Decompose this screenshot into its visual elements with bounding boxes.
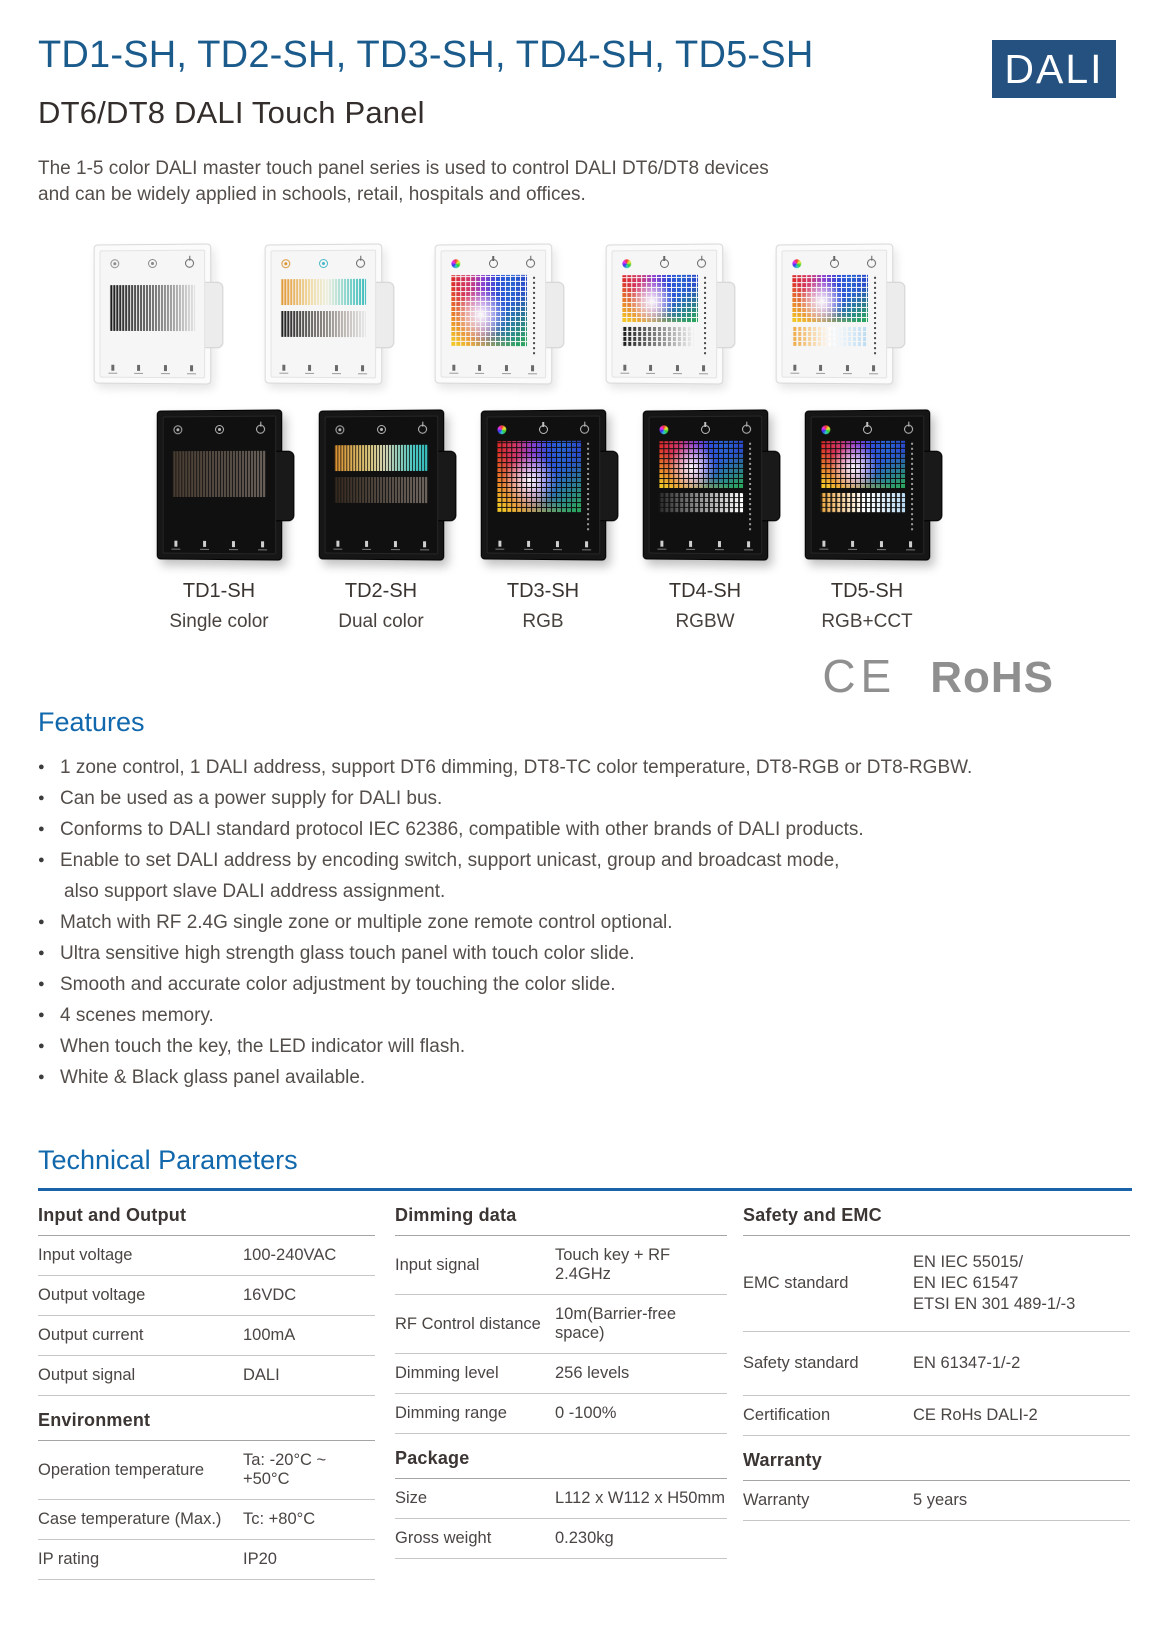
table-row	[395, 1519, 727, 1559]
row-label: Operation temperature	[38, 1460, 205, 1479]
panel-black-td1	[157, 409, 283, 560]
scene-key-icon	[505, 365, 508, 371]
row-value: 10m(Barrier-free space)	[555, 1305, 677, 1342]
scene-key-icon	[531, 365, 534, 371]
table-row	[395, 1394, 727, 1434]
panel-black-td4	[643, 409, 769, 560]
panel-white-td1	[94, 243, 212, 384]
cct-grid	[791, 327, 868, 347]
row-label: Case temperature (Max.)	[38, 1510, 222, 1528]
technical-parameters-heading: Technical Parameters	[38, 1145, 298, 1175]
row-value: 16VDC	[243, 1286, 297, 1304]
product-model: TD5-SH	[830, 580, 904, 602]
rgb-color-grid	[496, 441, 581, 513]
product-cell-td3	[462, 410, 624, 633]
cool-dim-icon	[318, 258, 327, 267]
product-type: Dual color	[338, 611, 424, 632]
power-icon	[356, 258, 365, 267]
table-row	[743, 1396, 1130, 1436]
power-icon	[697, 258, 706, 267]
scene-key-icon	[623, 365, 626, 371]
brightness-icon	[489, 258, 498, 267]
dimming-slide	[172, 451, 266, 497]
table-row	[395, 1236, 727, 1295]
scene-keys	[650, 538, 762, 554]
dim-icon	[173, 425, 182, 434]
table-row	[38, 1500, 375, 1540]
row-label: Warranty	[743, 1491, 810, 1509]
power-icon	[526, 258, 535, 267]
table-row	[743, 1236, 1130, 1332]
section-header: Dimming data	[395, 1191, 727, 1236]
row-label: Dimming range	[395, 1404, 507, 1422]
section-header: Environment	[38, 1396, 375, 1441]
emc-standard-line: ETSI EN 301 489-1/-3	[913, 1295, 1076, 1313]
scene-key-icon	[498, 541, 501, 547]
row-label: IP rating	[38, 1550, 100, 1568]
dim-icon	[110, 259, 119, 268]
product-type: RGBW	[675, 611, 735, 632]
row-label: Input voltage	[38, 1246, 133, 1264]
scene-key-icon	[649, 365, 652, 371]
brightness-icon	[701, 424, 710, 433]
power-icon	[256, 424, 265, 433]
scene-key-icon	[846, 365, 849, 371]
scene-key-icon	[361, 365, 364, 371]
feature-item: ● When touch the key, the LED indicator will flash.	[38, 1031, 1132, 1062]
feature-item: ● 1 zone control, 1 DALI address, support DT6 dimming, DT8-TC color temperature, DT8-RGB or DT8-RGBW.	[38, 752, 1132, 783]
scene-key-icon	[675, 365, 678, 371]
scene-keys	[326, 538, 438, 554]
color-wheel-icon	[451, 259, 460, 268]
feature-item: ● Conforms to DALI standard protocol IEC 62386, compatible with other brands of DALI products.	[38, 814, 1132, 845]
scene-keys	[812, 538, 924, 554]
table-row	[395, 1295, 727, 1354]
row-label: Safety standard	[743, 1354, 859, 1372]
product-type: RGB	[522, 611, 564, 632]
table-row	[38, 1276, 375, 1316]
white-panels-row	[93, 244, 893, 384]
table-row	[395, 1479, 727, 1519]
color-wheel-icon	[622, 259, 631, 268]
row-value: 100-240VAC	[243, 1246, 337, 1264]
emc-standard-line: EN IEC 61547	[913, 1274, 1019, 1292]
dali-logo: DALI	[992, 40, 1116, 98]
product-description	[38, 156, 1132, 208]
product-cell-td2	[300, 410, 462, 633]
scene-key-icon	[174, 541, 177, 547]
black-panels-row	[138, 410, 948, 633]
product-model: TD2-SH	[344, 580, 418, 602]
row-label: Output current	[38, 1326, 144, 1344]
row-value: L112 x W112 x H50mm	[555, 1489, 725, 1507]
table-row	[743, 1332, 1130, 1396]
color-wheel-icon	[792, 259, 801, 268]
feature-item: ● Match with RF 2.4G single zone or multiple zone remote control optional.	[38, 907, 1132, 938]
scene-key-icon	[819, 365, 822, 371]
scene-keys	[164, 538, 276, 554]
header	[38, 34, 1132, 131]
row-label: Output signal	[38, 1366, 136, 1384]
scene-key-icon	[190, 365, 193, 371]
scene-key-icon	[365, 541, 368, 547]
table-column-dimming	[395, 1191, 727, 1580]
row-label: Gross weight	[395, 1529, 492, 1547]
feature-item: ● 4 scenes memory.	[38, 1000, 1132, 1031]
row-value: 0 -100%	[555, 1404, 617, 1422]
feature-item-continuation: also support slave DALI address assignment.	[64, 881, 446, 902]
panel-black-td3	[481, 409, 607, 560]
row-value: Touch key + RF 2.4GHz	[555, 1246, 671, 1283]
cct-grid	[820, 493, 905, 513]
section-header: Warranty	[743, 1436, 1130, 1481]
row-value: 0.230kg	[555, 1529, 614, 1547]
row-value: 100mA	[243, 1326, 296, 1344]
feature-item: ● Can be used as a power supply for DALI bus.	[38, 783, 1132, 814]
power-icon	[580, 424, 589, 433]
row-label: Output voltage	[38, 1286, 146, 1304]
row-label: Certification	[743, 1406, 831, 1424]
scene-keys	[488, 538, 600, 554]
description-line-2: and can be widely applied in schools, retail, hospitals and offices.	[38, 184, 586, 205]
product-model: TD1-SH	[182, 580, 256, 602]
scene-key-icon	[334, 365, 337, 371]
scene-key-icon	[137, 365, 140, 371]
scene-key-icon	[851, 541, 854, 547]
scene-key-icon	[423, 541, 426, 547]
brightness-icon	[539, 424, 548, 433]
scene-key-icon	[527, 541, 530, 547]
scene-keys	[271, 362, 375, 378]
product-cell-td5	[786, 410, 948, 633]
brightness-icon	[659, 258, 668, 267]
color-wheel-icon	[497, 425, 506, 434]
table-column-safety	[743, 1191, 1130, 1580]
scene-key-icon	[718, 541, 721, 547]
section-header: Package	[395, 1434, 727, 1479]
power-icon	[904, 424, 913, 433]
panel-black-td5	[805, 409, 931, 560]
scene-key-icon	[793, 365, 796, 371]
scene-key-icon	[556, 541, 559, 547]
white-dim-grid	[658, 493, 743, 513]
scene-key-icon	[872, 365, 875, 371]
feature-item: ● White & Black glass panel available.	[38, 1062, 1132, 1093]
scene-keys	[101, 362, 205, 378]
table-row	[38, 1236, 375, 1276]
scene-key-icon	[282, 365, 285, 371]
row-label: Size	[395, 1489, 428, 1507]
color-wheel-icon	[659, 425, 668, 434]
scene-key-icon	[909, 541, 912, 547]
rohs-mark-icon: RoHS	[930, 653, 1054, 702]
features-section	[38, 707, 1132, 1093]
row-label: Input signal	[395, 1255, 480, 1274]
product-cell-td1	[138, 410, 300, 633]
feature-item: ● Smooth and accurate color adjustment by touching the color slide.	[38, 969, 1132, 1000]
scene-key-icon	[308, 365, 311, 371]
table-row	[395, 1354, 727, 1394]
row-label: EMC standard	[743, 1274, 849, 1292]
power-icon	[742, 424, 751, 433]
rgb-color-grid	[450, 275, 527, 347]
dimming-slide	[334, 477, 428, 503]
scene-key-icon	[822, 541, 825, 547]
scene-key-icon	[261, 541, 264, 547]
power-icon	[418, 424, 427, 433]
row-value: Ta: -20°C ~ +50°C	[243, 1451, 327, 1488]
features-list	[38, 752, 1132, 1093]
cct-slide	[334, 445, 428, 471]
page-subtitle: DT6/DT8 DALI Touch Panel	[38, 95, 425, 130]
scene-key-icon	[452, 365, 455, 371]
power-icon	[867, 258, 876, 267]
warm-dim-icon	[281, 259, 290, 268]
technical-parameters-section	[38, 1145, 1132, 1580]
scene-key-icon	[747, 541, 750, 547]
scene-key-icon	[164, 365, 167, 371]
product-type: RGB+CCT	[821, 611, 913, 632]
dimming-slide	[109, 285, 195, 331]
rgb-color-grid	[791, 275, 868, 323]
panel-white-td2	[264, 243, 382, 384]
dimming-slide	[280, 311, 366, 337]
scene-key-icon	[702, 365, 705, 371]
rgb-color-grid	[658, 441, 743, 489]
row-value: IP20	[243, 1550, 277, 1568]
scene-key-icon	[880, 541, 883, 547]
feature-item: ● Ultra sensitive high strength glass touch panel with touch color slide.	[38, 938, 1132, 969]
row-value: Tc: +80°C	[243, 1510, 316, 1528]
row-value: DALI	[243, 1366, 280, 1384]
white-dim-grid	[621, 327, 698, 347]
row-value: CE RoHs DALI-2	[913, 1406, 1038, 1424]
row-value: EN 61347-1/-2	[913, 1354, 1021, 1372]
power-icon	[185, 258, 194, 267]
row-label: RF Control distance	[395, 1314, 541, 1333]
row-label: Dimming level	[395, 1364, 499, 1382]
scene-key-icon	[394, 541, 397, 547]
product-model: TD4-SH	[668, 580, 742, 602]
scene-key-icon	[336, 541, 339, 547]
brightness-icon	[215, 424, 224, 433]
description-line-1: The 1-5 color DALI master touch panel series is used to control DALI DT6/DT8 devices	[38, 158, 769, 179]
cool-dim-icon	[377, 424, 386, 433]
brightness-icon	[863, 424, 872, 433]
table-row	[38, 1356, 375, 1396]
technical-table	[38, 1191, 1132, 1580]
row-value: 5 years	[913, 1491, 968, 1509]
emc-standard-line: EN IEC 55015/	[913, 1253, 1024, 1271]
product-model: TD3-SH	[506, 580, 580, 602]
scene-keys	[442, 362, 546, 378]
feature-item: ● Enable to set DALI address by encoding switch, support unicast, group and broadcast mode,	[38, 845, 1132, 876]
features-heading: Features	[38, 707, 145, 737]
page-title: TD1-SH, TD2-SH, TD3-SH, TD4-SH, TD5-SH	[38, 34, 814, 76]
certification-marks	[38, 649, 1054, 703]
ce-mark-icon: CE	[822, 650, 897, 702]
brightness-icon	[830, 258, 839, 267]
panel-white-td5	[776, 243, 894, 384]
color-wheel-icon	[821, 425, 830, 434]
panel-white-td4	[605, 243, 723, 384]
table-row	[743, 1481, 1130, 1521]
header-titles	[38, 34, 813, 131]
section-header: Input and Output	[38, 1191, 375, 1236]
scene-key-icon	[232, 541, 235, 547]
table-row	[38, 1540, 375, 1580]
panel-white-td3	[435, 243, 553, 384]
rgb-color-grid	[621, 275, 698, 323]
table-row	[38, 1316, 375, 1356]
row-value: 256 levels	[555, 1364, 630, 1382]
product-type: Single color	[169, 611, 269, 632]
scene-keys	[783, 362, 887, 378]
scene-key-icon	[585, 541, 588, 547]
scene-key-icon	[111, 365, 114, 371]
rgb-color-grid	[820, 441, 905, 489]
scene-key-icon	[203, 541, 206, 547]
scene-keys	[612, 362, 716, 378]
scene-key-icon	[660, 541, 663, 547]
panel-black-td2	[319, 409, 445, 560]
brightness-icon	[148, 258, 157, 267]
product-cell-td4	[624, 410, 786, 633]
row-value	[913, 1252, 1130, 1315]
cct-slide	[280, 279, 366, 305]
scene-key-icon	[478, 365, 481, 371]
warm-dim-icon	[335, 425, 344, 434]
section-header: Safety and EMC	[743, 1191, 1130, 1236]
table-row	[38, 1441, 375, 1500]
scene-key-icon	[689, 541, 692, 547]
table-column-input-output	[38, 1191, 375, 1580]
